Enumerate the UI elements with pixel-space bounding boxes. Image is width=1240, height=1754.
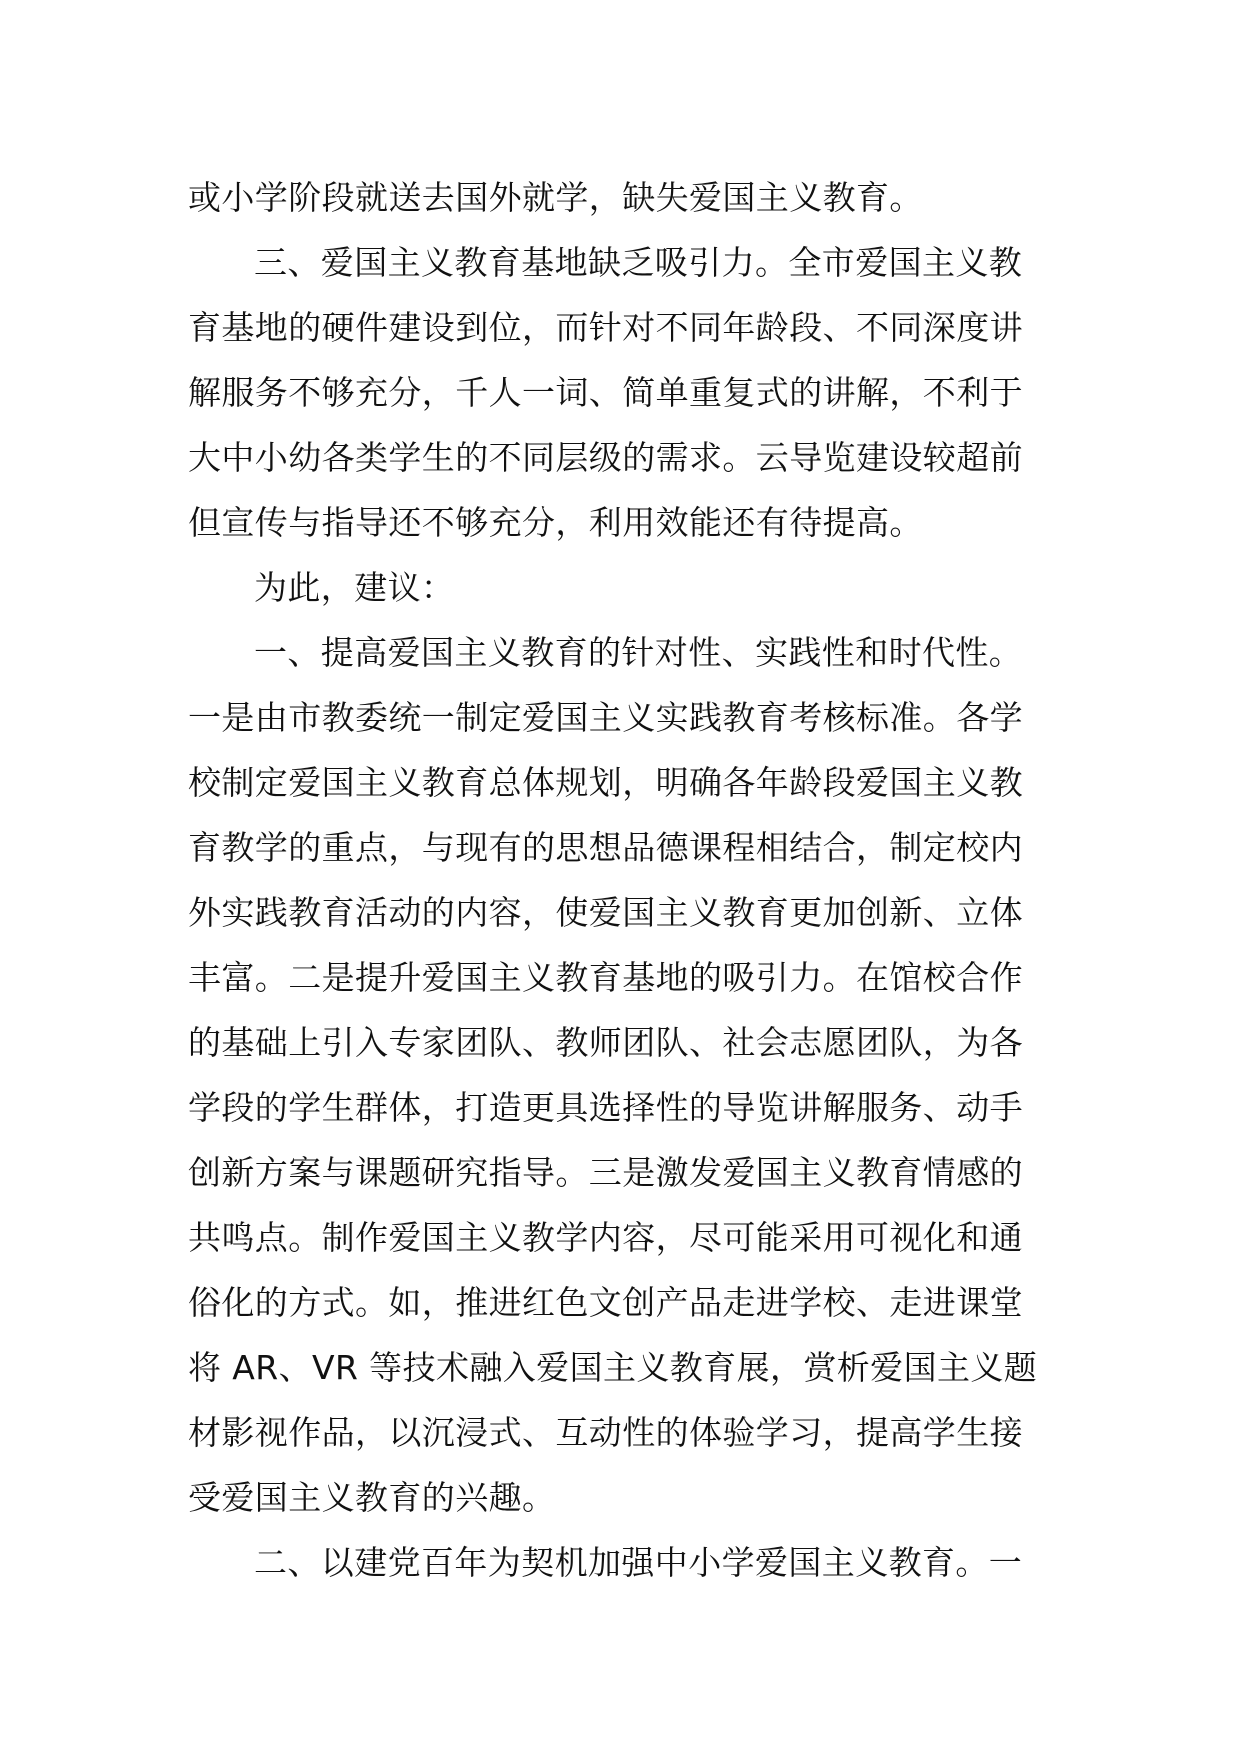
text-line: 三、爱国主义教育基地缺乏吸引力。全市爱国主义教 bbox=[254, 243, 1023, 282]
text-line: 育基地的硬件建设到位，而针对不同年龄段、不同深度讲 bbox=[188, 308, 1023, 347]
text-line: 二、以建党百年为契机加强中小学爱国主义教育。一 bbox=[254, 1543, 1023, 1582]
text-line: 但宣传与指导还不够充分，利用效能还有待提高。 bbox=[188, 503, 923, 542]
text-line: 为此，建议： bbox=[254, 568, 455, 607]
text-line: 将 AR、VR 等技术融入爱国主义教育展，赏析爱国主义题 bbox=[188, 1348, 1038, 1387]
text-line: 共鸣点。制作爱国主义教学内容，尽可能采用可视化和通 bbox=[188, 1218, 1023, 1257]
text-line: 育教学的重点，与现有的思想品德课程相结合，制定校内 bbox=[188, 828, 1023, 867]
document-body bbox=[188, 165, 1058, 1595]
text-line: 俗化的方式。如，推进红色文创产品走进学校、走进课堂 bbox=[188, 1283, 1023, 1322]
text-line: 的基础上引入专家团队、教师团队、社会志愿团队，为各 bbox=[188, 1023, 1023, 1062]
text-line: 校制定爱国主义教育总体规划，明确各年龄段爱国主义教 bbox=[188, 763, 1023, 802]
text-line: 大中小幼各类学生的不同层级的需求。云导览建设较超前 bbox=[188, 438, 1023, 477]
text-line: 解服务不够充分，千人一词、简单重复式的讲解，不利于 bbox=[188, 373, 1023, 412]
text-line: 外实践教育活动的内容，使爱国主义教育更加创新、立体 bbox=[188, 893, 1023, 932]
text-line: 丰富。二是提升爱国主义教育基地的吸引力。在馆校合作 bbox=[188, 958, 1023, 997]
text-line: 创新方案与课题研究指导。三是激发爱国主义教育情感的 bbox=[188, 1153, 1023, 1192]
text-line: 一、提高爱国主义教育的针对性、实践性和时代性。 bbox=[254, 633, 1023, 672]
text-line: 学段的学生群体，打造更具选择性的导览讲解服务、动手 bbox=[188, 1088, 1023, 1127]
text-line: 或小学阶段就送去国外就学，缺失爱国主义教育。 bbox=[188, 178, 923, 217]
text-line: 材影视作品，以沉浸式、互动性的体验学习，提高学生接 bbox=[188, 1413, 1023, 1452]
text-line: 受爱国主义教育的兴趣。 bbox=[188, 1478, 556, 1517]
text-line: 一是由市教委统一制定爱国主义实践教育考核标准。各学 bbox=[188, 698, 1023, 737]
